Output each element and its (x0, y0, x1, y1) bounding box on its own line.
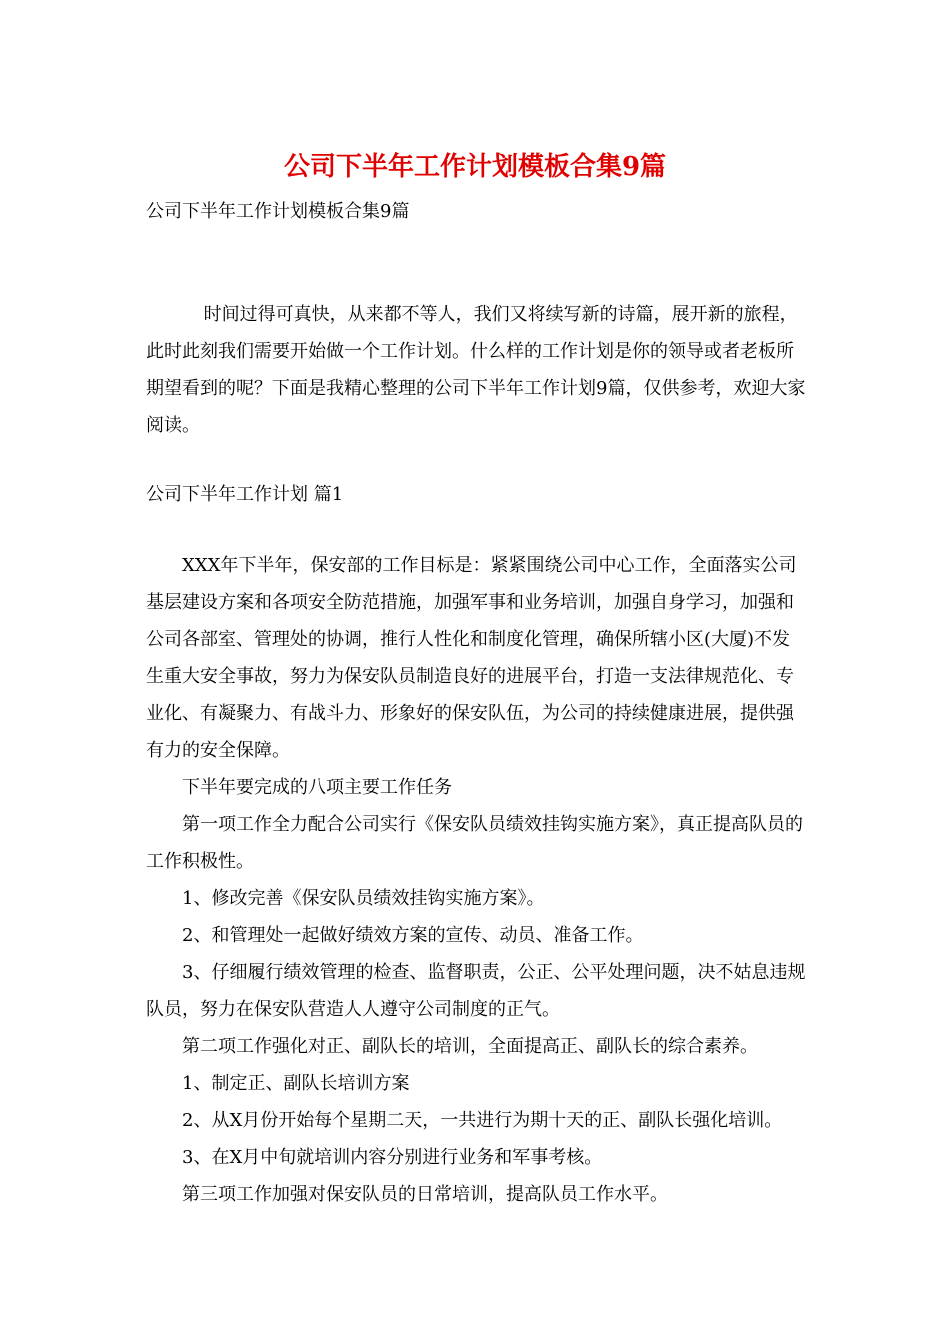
document-subtitle: 公司下半年工作计划模板合集9篇 (146, 201, 410, 222)
paragraph: 1、制定正、副队长培训方案 (182, 1073, 410, 1094)
paragraph: 1、修改完善《保安队员绩效挂钩实施方案》。 (182, 888, 545, 909)
paragraph: XXX年下半年，保安部的工作目标是：紧紧围绕公司中心工作，全面落实公司基层建设方案和各项安全防范措施，加强军事和业务培训，加强自身学习，加强和公司各部室、管理处的协调，推行人性化和制度化管理，确保所辖小区(大厦)不发生重大安全事故，努力为保安队员制造良好的进展平台，打造一支法律规范化、专业化、有凝聚力、有战斗力、形象好的保安队伍，为公司的持续健康进展，提供强有力的安全保障。 (146, 555, 797, 761)
intro-section (146, 296, 806, 444)
paragraph: 第一项工作全力配合公司实行《保安队员绩效挂钩实施方案》，真正提高队员的工作积极性。 (146, 814, 803, 872)
paragraph: 下半年要完成的八项主要工作任务 (182, 777, 452, 798)
paragraph: 2、从X月份开始每个星期二天，一共进行为期十天的正、副队长强化培训。 (182, 1110, 783, 1131)
document-title: 公司下半年工作计划模板合集9篇 (283, 152, 667, 182)
section-heading: 公司下半年工作计划 篇1 (146, 484, 344, 505)
intro-paragraph: 时间过得可真快，从来都不等人，我们又将续写新的诗篇，展开新的旅程，此时此刻我们需要开始做一个工作计划。什么样的工作计划是你的领导或者老板所期望看到的呢？下面是我精心整理的公司下半年工作计划9篇，仅供参考，欢迎大家阅读。 (146, 304, 806, 436)
paragraph: 3、在X月中旬就培训内容分别进行业务和军事考核。 (182, 1147, 603, 1168)
paragraph: 3、仔细履行绩效管理的检查、监督职责，公正、公平处理问题，决不姑息违规队员，努力在保安队营造人人遵守公司制度的正气。 (146, 962, 806, 1020)
paragraph: 2、和管理处一起做好绩效方案的宣传、动员、准备工作。 (182, 925, 644, 946)
body-text (146, 547, 806, 1213)
paragraph: 第二项工作强化对正、副队长的培训，全面提高正、副队长的综合素养。 (182, 1036, 758, 1057)
paragraph: 第三项工作加强对保安队员的日常培训，提高队员工作水平。 (182, 1184, 668, 1205)
